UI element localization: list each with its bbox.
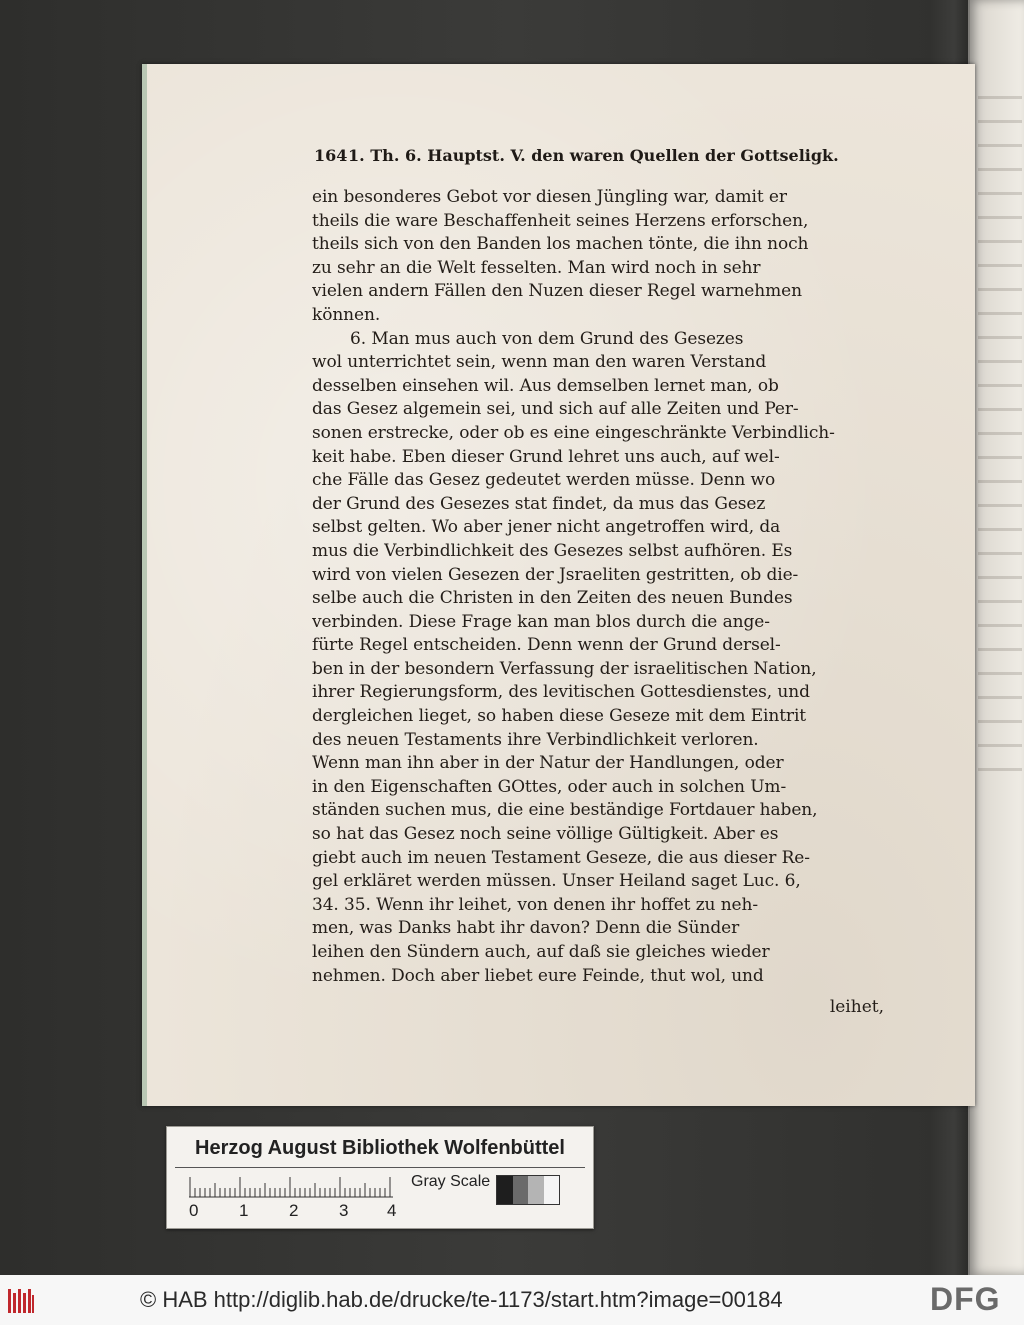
ruler-number: 0 (189, 1201, 199, 1220)
text-line: vielen andern Fällen den Nuzen dieser Regel warnehmen (312, 281, 802, 302)
ruler-number: 2 (289, 1201, 299, 1220)
text-line: theils die ware Beschaffenheit seines Herzens erforschen, (312, 210, 809, 231)
viewer-footer (0, 1275, 1024, 1325)
text-line: keit habe. Eben dieser Grund lehret uns auch, auf wel- (312, 446, 780, 467)
label-divider (175, 1167, 585, 1168)
text-line: der Grund des Gesezes stat findet, da mus das Gesez (312, 493, 766, 514)
page-number: 164 (314, 146, 348, 165)
running-head: 1. Th. 6. Hauptst. V. den waren Quellen der Gottseligk. (348, 146, 839, 165)
text-line: zu sehr an die Welt fesselten. Man wird noch in sehr (312, 257, 761, 278)
facing-page-edge (968, 0, 1024, 1275)
text-line: nehmen. Doch aber liebet eure Feinde, thut wol, und (312, 965, 764, 986)
gray-swatch (544, 1176, 560, 1204)
gray-swatch (497, 1176, 513, 1204)
page-header (314, 146, 894, 174)
text-line: selbst gelten. Wo aber jener nicht angetroffen wird, da (312, 517, 781, 538)
text-line: men, was Danks habt ihr davon? Denn die Sünder (312, 918, 740, 939)
ruler-number: 3 (339, 1201, 349, 1220)
text-line: können. (312, 304, 381, 325)
text-line: fürte Regel entscheiden. Denn wenn der Grund dersel- (312, 635, 781, 656)
text-line: selbe auch die Christen in den Zeiten des neuen Bundes (312, 588, 793, 609)
source-link[interactable]: © HAB http://diglib.hab.de/drucke/te-1173/start.htm?image=00184 (140, 1287, 783, 1312)
catchword: leihet, (829, 997, 884, 1017)
gray-swatch (528, 1176, 544, 1204)
ruler-number: 4 (387, 1201, 397, 1220)
gray-scale-label: Gray Scale (411, 1173, 491, 1190)
text-line: ständen suchen mus, die eine beständige Fortdauer haben, (312, 800, 818, 821)
gray-swatch (513, 1176, 529, 1204)
text-line: Wenn man ihn aber in der Natur der Handlungen, oder (312, 753, 784, 774)
text-line: che Fälle das Gesez gedeutet werden müsse. Denn wo (312, 470, 776, 491)
text-line: in den Eigenschaften GOttes, oder auch in solchen Um- (312, 776, 787, 797)
text-line: mus die Verbindlichkeit des Gesezes selbst aufhören. Es (312, 540, 793, 561)
text-line: wird von vielen Gesezen der Jsraeliten gestritten, ob die- (312, 564, 799, 585)
text-line: sonen erstrecke, oder ob es eine eingeschränkte Verbindlich- (312, 422, 835, 443)
facing-page-text (978, 80, 1022, 780)
text-line: dergleichen lieget, so haben diese Geseze mit dem Eintrit (312, 706, 807, 727)
text-line: das Gesez algemein sei, und sich auf alle Zeiten und Per- (312, 399, 799, 420)
page-body-text (312, 186, 884, 988)
ruler-number: 1 (239, 1201, 249, 1220)
hab-library-logo-icon (6, 1285, 36, 1317)
text-line: desselben einsehen wil. Aus demselben lernet man, ob (312, 375, 779, 396)
text-line: 6. Man mus auch von dem Grund des Gesezes (350, 328, 744, 349)
text-line: ein besonderes Gebot vor diesen Jüngling war, damit er (312, 187, 787, 207)
text-line: ben in der besondern Verfassung der israelitischen Nation, (312, 658, 817, 679)
text-line: so hat das Gesez noch seine völlige Gültigkeit. Aber es (312, 824, 779, 845)
text-line: giebt auch im neuen Testament Geseze, die aus dieser Re- (312, 847, 810, 868)
ruler-numbers (183, 1201, 423, 1223)
text-line: verbinden. Diese Frage kan man blos durch die ange- (312, 611, 770, 632)
ruler-scale (189, 1175, 393, 1199)
text-line: ihrer Regierungsform, des levitischen Gottesdienstes, und (312, 682, 810, 703)
text-line: wol unterrichtet sein, wenn man den waren Verstand (312, 352, 767, 373)
library-label-card (166, 1126, 594, 1229)
library-name: Herzog August Bibliothek Wolfenbüttel (195, 1137, 565, 1159)
gray-scale-swatches (496, 1175, 560, 1205)
dfg-logo: DFG (930, 1281, 1001, 1317)
text-line: gel erkläret werden müssen. Unser Heiland saget Luc. 6, (312, 871, 801, 892)
text-line: theils sich von den Banden los machen tönte, die ihn noch (312, 234, 809, 255)
text-line: des neuen Testaments ihre Verbindlichkeit verloren. (312, 729, 759, 750)
text-line: leihen den Sündern auch, auf daß sie gleiches wieder (312, 942, 770, 962)
text-line: 34. 35. Wenn ihr leihet, von denen ihr hoffet zu neh- (312, 894, 759, 915)
